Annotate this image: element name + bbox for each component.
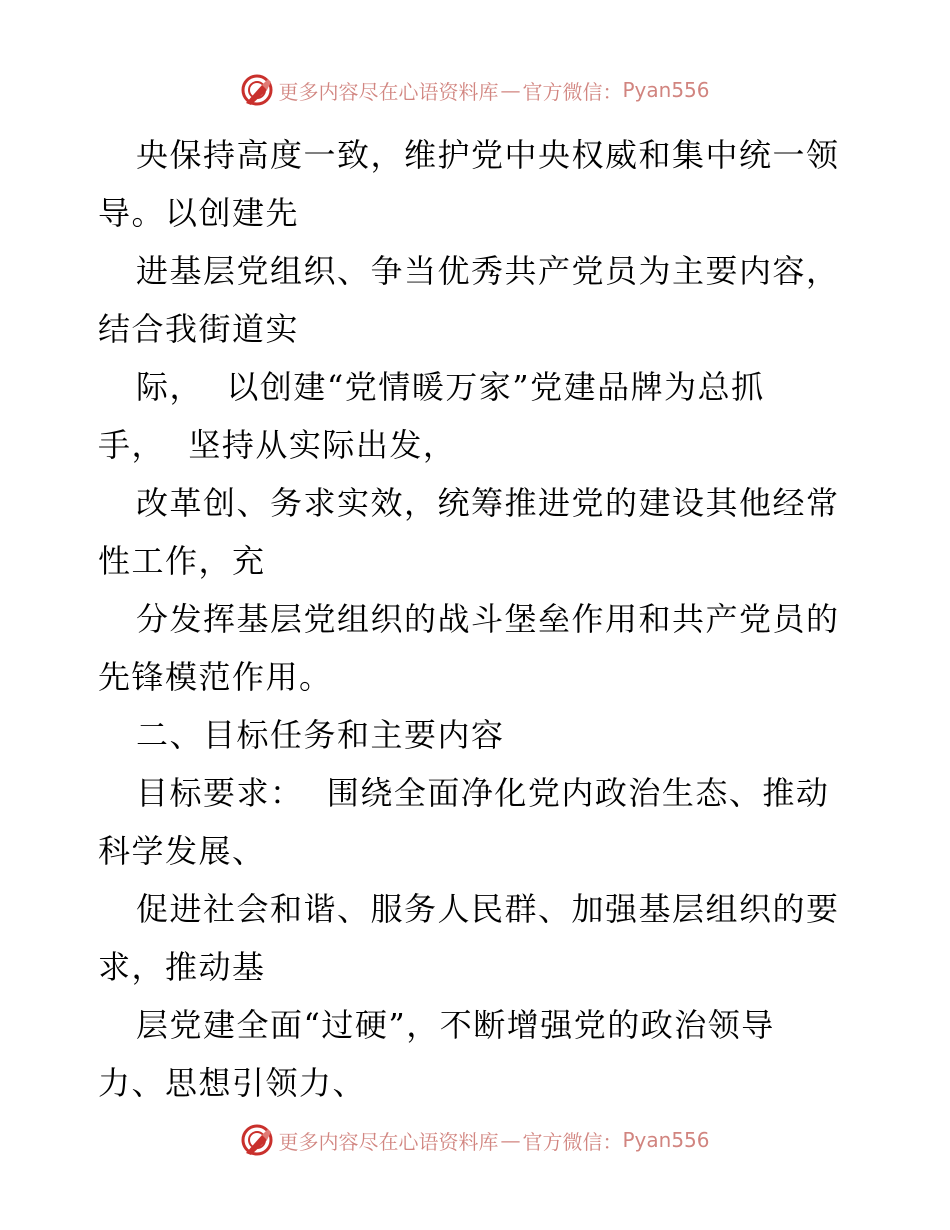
section-heading: 二、目标任务和主要内容: [136, 716, 505, 754]
watermark-dash: —: [500, 78, 521, 102]
text-line: 央保持高度一致，维护党中央权威和集中统一领: [136, 136, 840, 174]
pen-logo-icon: [240, 73, 274, 107]
watermark-dash: —: [500, 1128, 521, 1152]
text-line: 手， 坚持从实际出发，: [98, 426, 457, 464]
text-line: 际， 以创建“党情暖万家”党建品牌为总抓: [136, 368, 765, 406]
watermark-prefix: 更多内容尽在心语资料库: [278, 79, 499, 104]
footer-watermark: [0, 1120, 950, 1160]
watermark-handle: Pyan556: [622, 78, 710, 102]
text-line: 导。以创建先: [98, 194, 300, 232]
header-watermark: [0, 70, 950, 110]
text-line: 先锋模范作用。: [98, 658, 333, 696]
text-line: 求，推动基: [98, 948, 266, 986]
watermark-handle: Pyan556: [622, 1128, 710, 1152]
text-line: 促进社会和谐、服务人民群、加强基层组织的要: [136, 890, 840, 928]
watermark-prefix: 更多内容尽在心语资料库: [278, 1129, 499, 1154]
text-line: 目标要求： 围绕全面净化党内政治生态、推动: [136, 774, 830, 812]
watermark-middle: 官方微信：: [522, 1129, 623, 1154]
pen-logo-icon: [240, 1123, 274, 1157]
text-line: 力、思想引领力、: [98, 1064, 367, 1102]
text-line: 分发挥基层党组织的战斗堡垒作用和共产党员的: [136, 600, 840, 638]
document-body: [98, 126, 858, 1112]
text-line: 进基层党组织、争当优秀共产党员为主要内容，: [136, 252, 840, 290]
text-line: 层党建全面“过硬”，不断增强党的政治领导: [136, 1006, 775, 1044]
text-line: 改革创、务求实效，统筹推进党的建设其他经常: [136, 484, 840, 522]
watermark-middle: 官方微信：: [522, 79, 623, 104]
text-line: 科学发展、: [98, 832, 266, 870]
text-line: 结合我街道实: [98, 310, 300, 348]
text-line: 性工作，充: [98, 542, 266, 580]
